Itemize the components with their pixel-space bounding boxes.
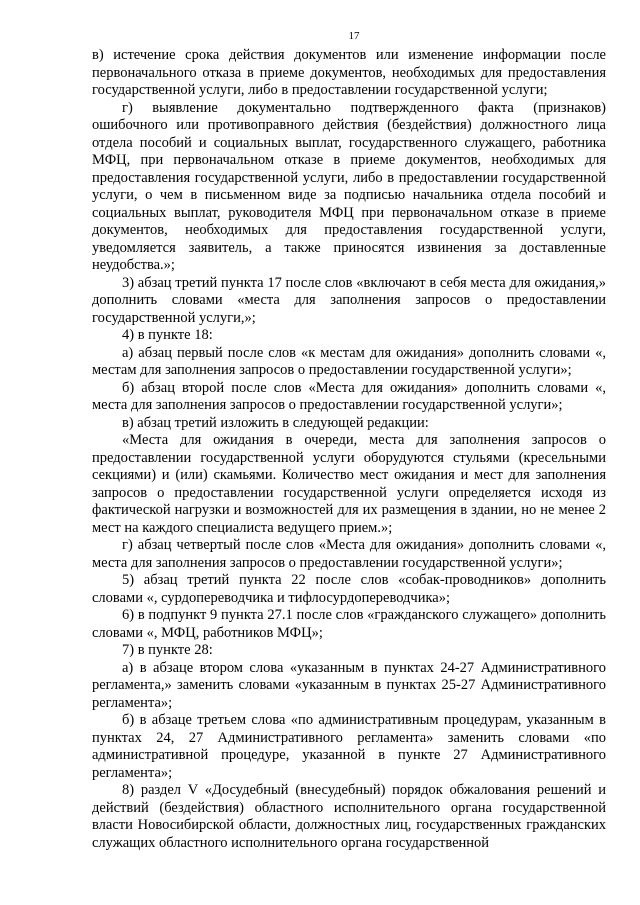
paragraph-7a: а) в абзаце втором слова «указанным в пунктах 24-27 Административного регламента,» заменить словами «указанным в пунктах 25-27 Административного регламента»; [92, 659, 606, 711]
paragraph-8-section-v: 8) раздел V «Досудебный (внесудебный) порядок обжалования решений и действий (бездействия) областного исполнительного органа государственной власти Новосибирской области, должностных лиц, государственных гражданских служащих областного исполнительного органа государственной [92, 782, 606, 851]
paragraph-7-point-28: 7) в пункте 28: [122, 642, 213, 658]
paragraph-v-expiry: в) истечение срока действия документов или изменение информации после первоначального отказа в приеме документов, необходимых для предоставления государственной услуги, либо в предоставлении государственной услуги; [92, 47, 606, 98]
paragraph-g-error-detection: г) выявление документально подтвержденного факта (признаков) ошибочного или противоправного действия (бездействия) должностного лица отдела пособий и социальных выплат, государственного служащего, работника МФЦ, при первоначальном отказе в приеме документов, необходимых для предоставления государственной услуги, либо в предоставлении государственной услуги, о чем в письменном виде за подписью начальника отдела пособий и социальных выплат, руководителя МФЦ при первоначальном отказе в приеме документов, необходимых для предоставления государственной услуги, уведомляется заявитель, а также приносятся извинения за доставленные неудобства.»; [92, 99, 606, 273]
paragraph-7b: б) в абзаце третьем слова «по административным процедурам, указанным в пунктах 24, 27 Административного регламента» заменить словами «по административной процедуре, указанной в пункте 27 Административного регламента»; [92, 712, 606, 781]
page-number: 17 [348, 30, 360, 42]
document-body [92, 47, 606, 852]
paragraph-4v: в) абзац третий изложить в следующей редакции: [122, 414, 429, 431]
paragraph-3-point-17: 3) абзац третий пункта 17 после слов «включают в себя места для ожидания,» дополнить словами «места для заполнения запросов о предоставлении государственной услуги,»; [92, 274, 606, 326]
paragraph-6-point-27-1: 6) в подпункт 9 пункта 27.1 после слов «гражданского служащего» дополнить словами «, МФЦ, работников МФЦ»; [92, 607, 606, 641]
paragraph-5-point-22: 5) абзац третий пункта 22 после слов «собак-проводников» дополнить словами «, сурдопереводчика и тифлосурдопереводчика»; [92, 572, 606, 606]
paragraph-4-point-18: 4) в пункте 18: [122, 327, 213, 343]
paragraph-4b: б) абзац второй после слов «Места для ожидания» дополнить словами «, места для заполнения запросов о предоставлении государственной услуги»; [92, 379, 606, 413]
paragraph-4g: г) абзац четвертый после слов «Места для ожидания» дополнить словами «, места для заполнения запросов о предоставлении государственной услуги»; [92, 537, 606, 571]
paragraph-new-wording: «Места для ожидания в очереди, места для заполнения запросов о предоставлении государственной услуги оборудуются стульями (кресельными секциями) и (или) скамьями. Количество мест ожидания и мест для заполнения запросов о предоставлении государственной услуги определяется исходя из фактической нагрузки и возможностей для их размещения в здании, но не менее 2 мест на каждого специалиста ведущего прием.»; [92, 432, 606, 536]
paragraph-4a: а) абзац первый после слов «к местам для ожидания» дополнить словами «, местам для заполнения запросов о предоставлении государственной услуги»; [92, 344, 606, 378]
